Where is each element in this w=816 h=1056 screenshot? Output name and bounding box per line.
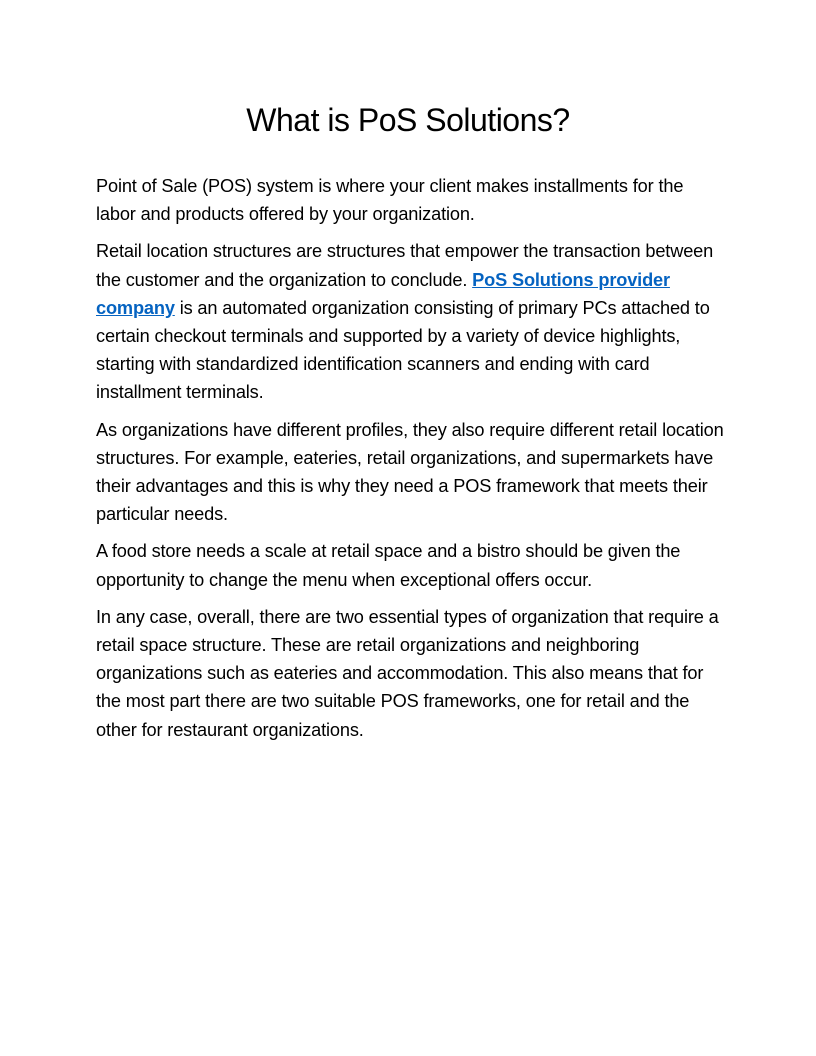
paragraph-3: As organizations have different profiles, they also require different retail location structures. For example, eateries, retail organizations, and supermarkets have their advantages and this is why they need a POS framework that meets their particular needs. bbox=[96, 419, 724, 525]
paragraph-1: Point of Sale (POS) system is where your client makes installments for the labor and products offered by your organization. bbox=[96, 176, 684, 225]
paragraph-2-text-before: Retail location structures are structures that empower the transaction between the customer and the organization to conclude. bbox=[96, 241, 714, 290]
document-body bbox=[96, 172, 724, 753]
paragraph-5: In any case, overall, there are two essential types of organization that require a retail space structure. These are retail organizations and neighboring organizations such as eateries and accommodation. This also means that for the most part there are two suitable POS frameworks, one for retail and the other for restaurant organizations. bbox=[96, 606, 719, 740]
paragraph-2 bbox=[96, 237, 724, 406]
paragraph-2-text-after: is an automated organization consisting of primary PCs attached to certain checkout terminals and supported by a variety of device highlights, starting with standardized identification scanners and ending with card installment terminals. bbox=[96, 297, 710, 403]
paragraph-4: A food store needs a scale at retail space and a bistro should be given the opportunity to change the menu when exceptional offers occur. bbox=[96, 541, 681, 590]
page-title: What is PoS Solutions? bbox=[246, 102, 570, 138]
pos-solutions-provider-link[interactable]: PoS Solutions provider company bbox=[96, 269, 670, 318]
